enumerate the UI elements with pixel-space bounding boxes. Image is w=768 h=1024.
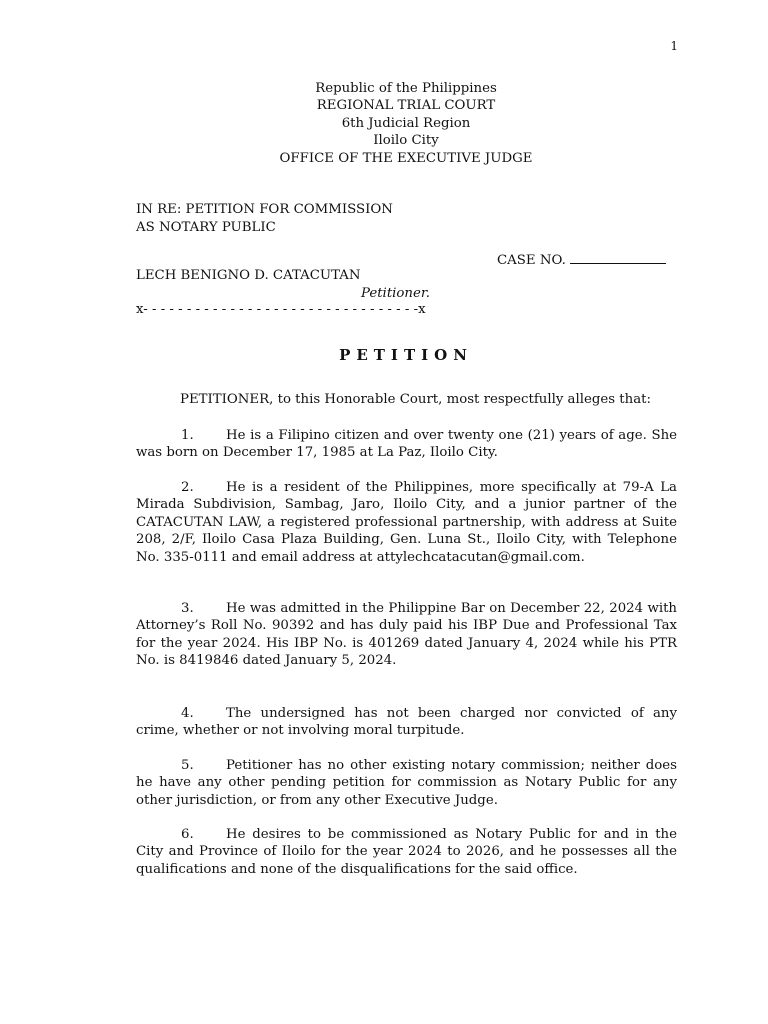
case-caption [136, 201, 393, 236]
caption-divider: x- - - - - - - - - - - - - - - - - - - - - - - - - - - - - - - -x [136, 302, 426, 317]
paragraph-number: 2. [181, 480, 194, 495]
paragraph-number: 1. [181, 428, 194, 443]
header-republic: Republic of the Philippines [315, 81, 497, 96]
petitioner-name: LECH BENIGNO D. CATACUTAN [136, 268, 361, 283]
case-number-blank [570, 251, 666, 264]
paragraph-2 [136, 479, 677, 566]
paragraph-number: 6. [181, 827, 194, 842]
header-region: 6th Judicial Region [341, 115, 471, 131]
caption-line-1: IN RE: PETITION FOR COMMISSION [136, 202, 393, 217]
paragraph-1 [136, 427, 677, 462]
paragraph-3 [136, 600, 677, 670]
caption-line-2: AS NOTARY PUBLIC [136, 219, 276, 235]
intro-sentence: PETITIONER, to this Honorable Court, most respectfully alleges that: [180, 392, 651, 407]
header-city: Iloilo City [373, 133, 439, 149]
paragraph-text: He is a Filipino citizen and over twenty one (21) years of age. She was born on December 17, 1985 at La Paz, Iloilo City. [136, 428, 677, 461]
case-number-label: CASE NO. [497, 253, 566, 268]
paragraph-text: He is a resident of the Philippines, more specifically at 79-A La Mirada Subdivision, Sambag, Jaro, Iloilo City, and a junior partner of the CATACUTAN LAW, a registered professional partnership, with address at Suite 208, 2/F, Iloilo Casa Plaza Building, Gen. Luna St., Iloilo City, with Telephone No. 335-0111 and email address at attylechcatacutan@gmail.com. [136, 480, 677, 565]
paragraph-number: 4. [181, 706, 194, 721]
court-header [0, 80, 768, 167]
paragraph-text: He was admitted in the Philippine Bar on December 22, 2024 with Attorney’s Roll No. 90392 and has duly paid his IBP Due and Professional Tax for the year 2024. His IBP No. is 401269 dated January 4, 2024 while his PTR No. is 8419846 dated January 5, 2024. [136, 601, 677, 669]
paragraph-text: Petitioner has no other existing notary commission; neither does he have any other pending petition for commission as Notary Public for any other jurisdiction, or from any other Executive Judge. [136, 758, 677, 808]
paragraph-6 [136, 826, 677, 878]
paragraph-number: 5. [181, 758, 194, 773]
case-number-field [497, 251, 666, 268]
paragraph-text: The undersigned has not been charged nor convicted of any crime, whether or not involving moral turpitude. [136, 706, 677, 739]
paragraph-5 [136, 757, 677, 809]
paragraph-text: He desires to be commissioned as Notary Public for and in the City and Province of Iloilo for the year 2024 to 2026, and he possesses all the qualifications and none of the disqualifications for the said office. [136, 827, 677, 877]
page-number: 1 [670, 39, 678, 53]
header-court: REGIONAL TRIAL COURT [316, 98, 496, 114]
paragraph-4 [136, 705, 677, 740]
header-office: OFFICE OF THE EXECUTIVE JUDGE [279, 150, 533, 166]
document-title: PETITION [339, 346, 473, 364]
paragraph-number: 3. [181, 601, 194, 616]
petitioner-role: Petitioner. [361, 286, 430, 301]
